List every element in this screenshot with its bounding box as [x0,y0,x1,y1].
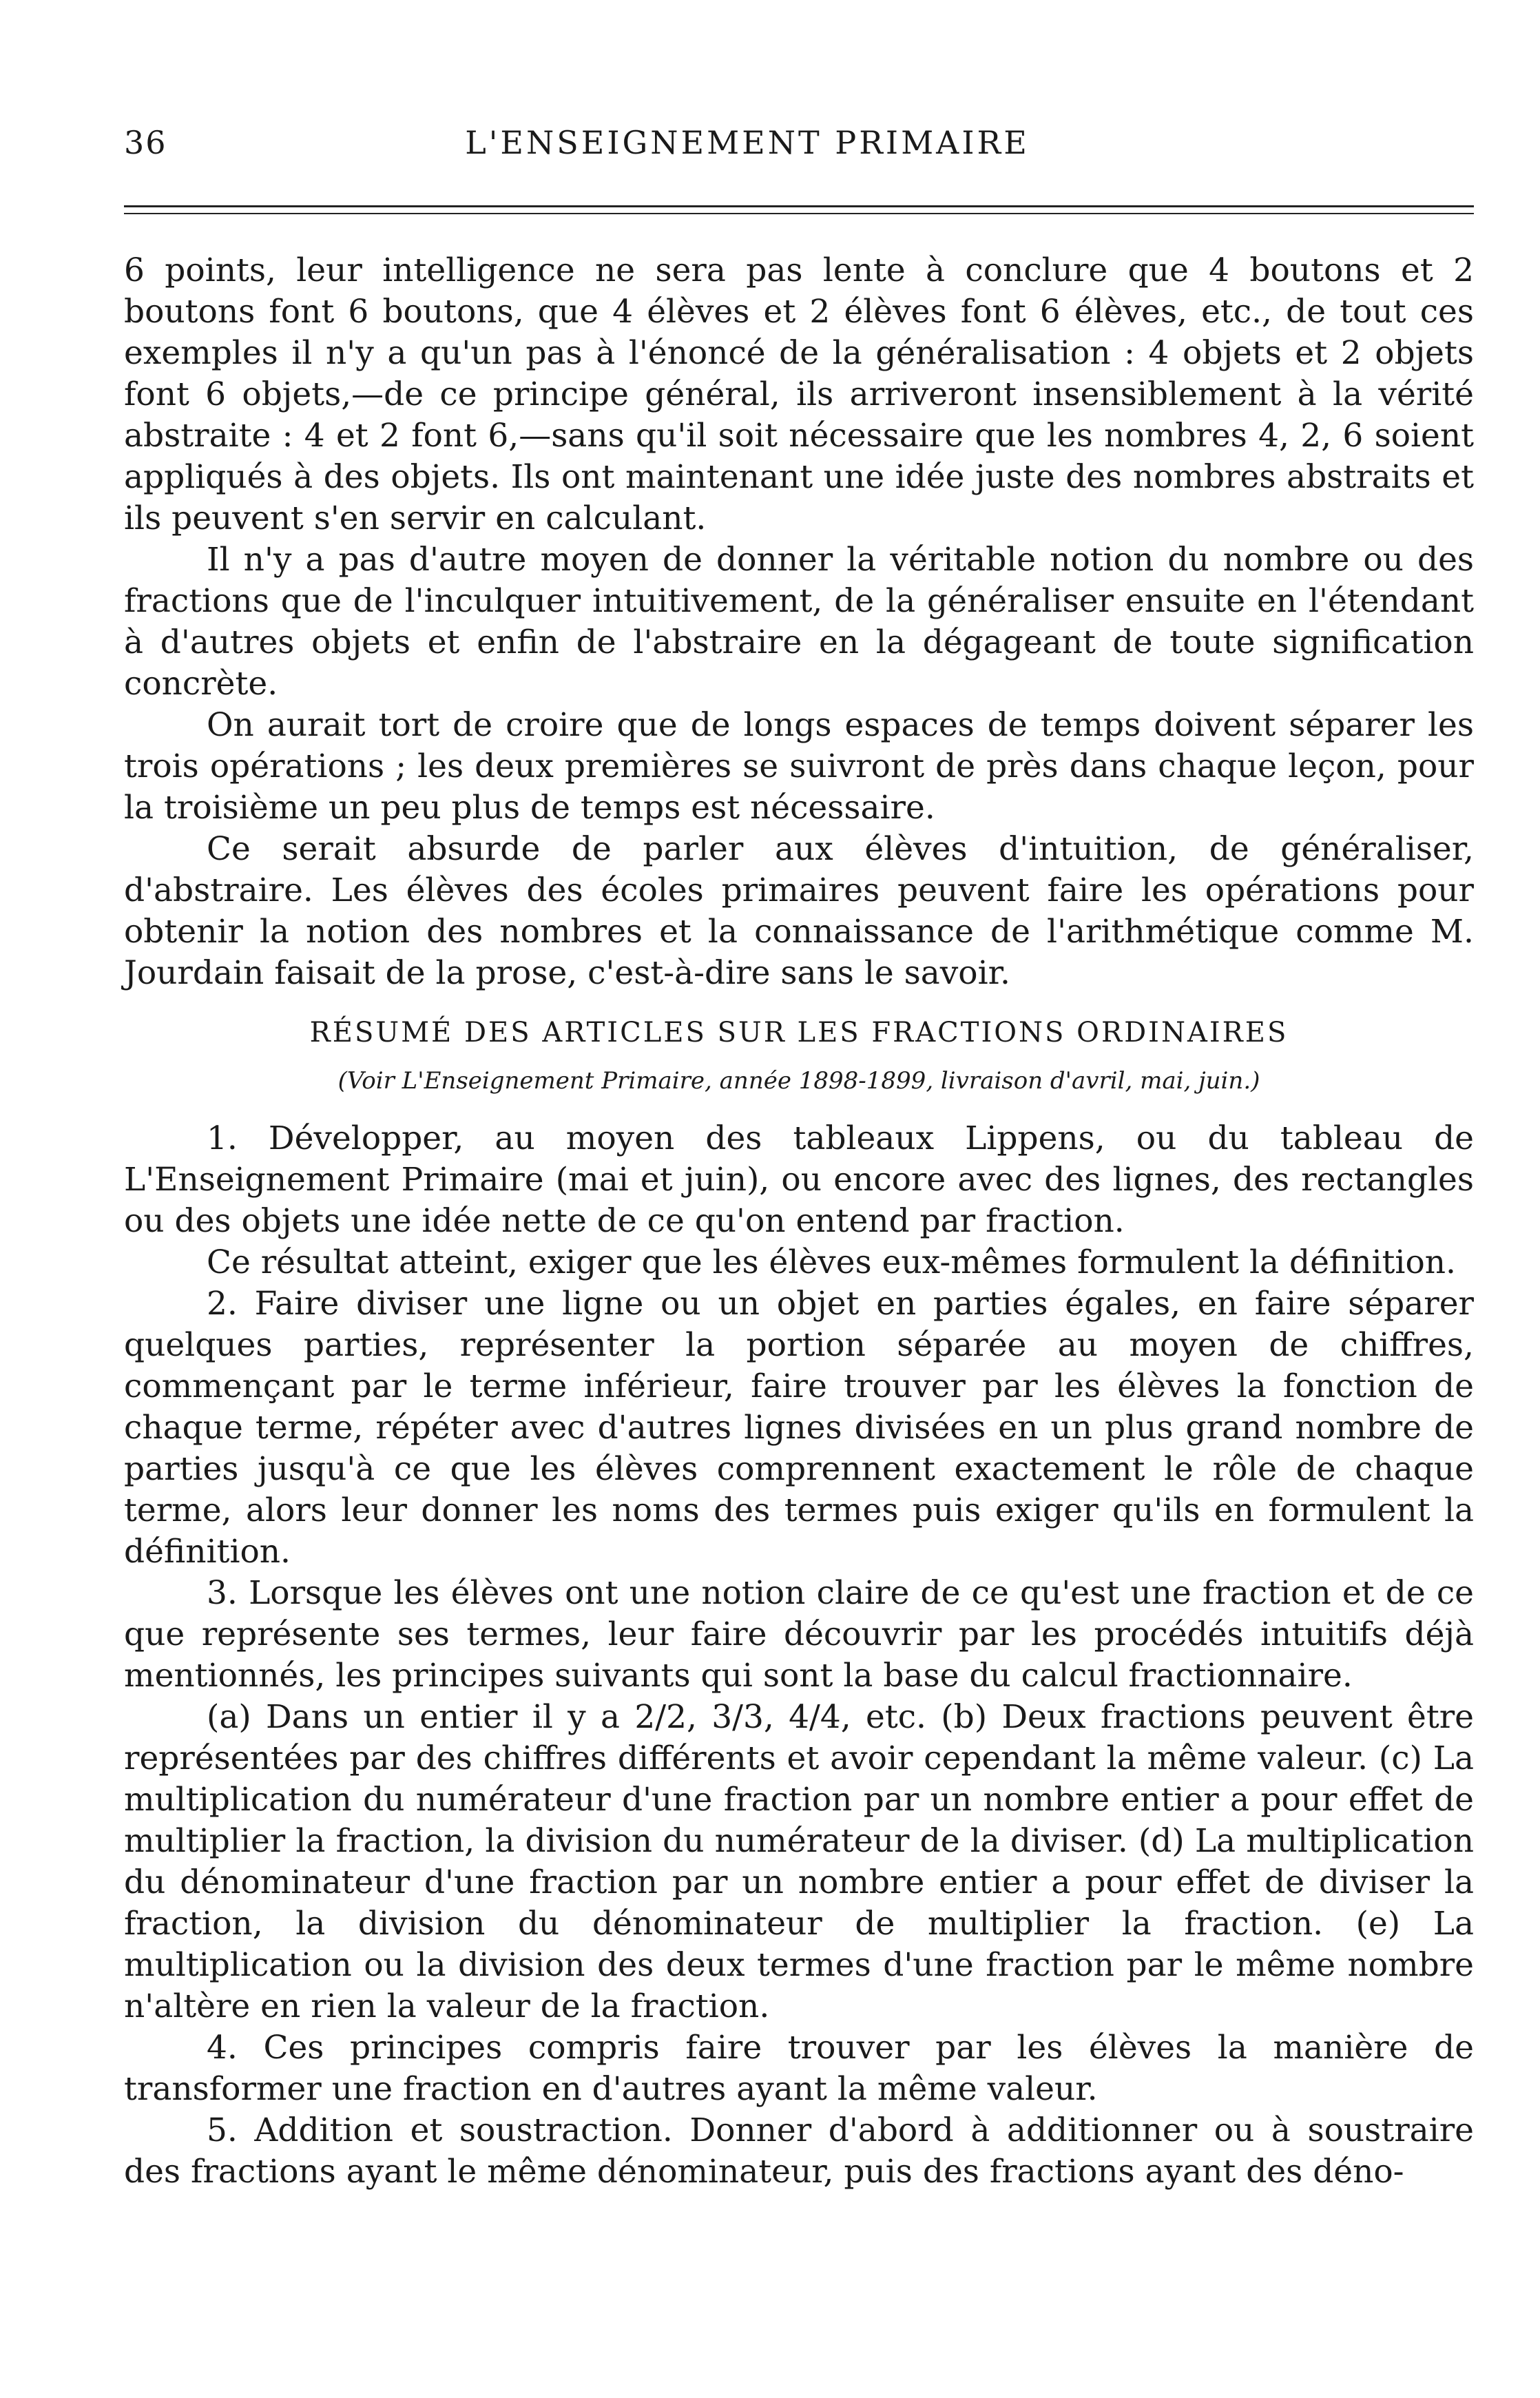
paragraph: 4. Ces principes compris faire trouver par les élèves la manière de transformer une fraction en d'autres ayant la même valeur. [124,2029,1474,2108]
header-rule-thick [124,205,1474,207]
paragraph: (a) Dans un entier il y a 2/2, 3/3, 4/4, etc. (b) Deux fractions peuvent être représentées par des chiffres différents et avoir cependant la même valeur. (c) La multiplication du numérateur d'une fraction par un nombre entier a pour effet de multiplier la fraction, la division du numérateur de la diviser. (d) La multiplication du dénominateur d'une fraction par un nombre entier a pour effet de diviser la fraction, la division du dénominateur de multiplier la fraction. (e) La multiplication ou la division des deux termes d'une fraction par le même nombre n'altère en rien la valeur de la fraction. [124,1698,1474,2025]
paragraph: 1. Développer, au moyen des tableaux Lippens, ou du tableau de L'Enseignement Primaire (mai et juin), ou encore avec des lignes, des rectangles ou des objets une idée nette de ce qu'on entend par fraction. [124,1119,1474,1240]
paragraph: 3. Lorsque les élèves ont une notion claire de ce qu'est une fraction et de ce que représente ses termes, leur faire découvrir par les procédés intuitifs déjà mentionnés, les principes suivants qui sont la base du calcul fractionnaire. [124,1574,1474,1695]
page [124,124,1474,2193]
paragraph: Ce serait absurde de parler aux élèves d'intuition, de généraliser, d'abstraire. Les élèves des écoles primaires peuvent faire les opérations pour obtenir la notion des nombres et la connaissance de l'arithmétique comme M. Jourdain faisait de la prose, c'est-à-dire sans le savoir. [124,830,1474,992]
paragraph: Ce résultat atteint, exiger que les élèves eux-mêmes formulent la définition. [207,1243,1456,1281]
paragraph: 2. Faire diviser une ligne ou un objet en parties égales, en faire séparer quelques parties, représenter la portion séparée au moyen de chiffres, commençant par le terme inférieur, faire trouver par les élèves la fonction de chaque terme, répéter avec d'autres lignes divisées en un plus grand nombre de parties jusqu'à ce que les élèves comprennent exactement le rôle de chaque terme, alors leur donner les noms des termes puis exiger qu'ils en formulent la définition. [124,1285,1474,1571]
body-text [124,250,1474,2193]
section-heading: RÉSUMÉ DES ARTICLES SUR LES FRACTIONS ORDINAIRES [309,1017,1289,1048]
paragraph: On aurait tort de croire que de longs espaces de temps doivent séparer les trois opérations ; les deux premières se suivront de près dans chaque leçon, pour la troisième un peu plus de temps est nécessaire. [124,706,1474,827]
paragraph: Il n'y a pas d'autre moyen de donner la véritable notion du nombre ou des fractions que de l'inculquer intuitivement, de la généraliser ensuite en l'étendant à d'autres objets et enfin de l'abstraire en la dégageant de toute signification concrète. [124,541,1474,703]
page-header [124,124,1474,186]
paragraph: 6 points, leur intelligence ne sera pas lente à conclure que 4 boutons et 2 boutons font 6 boutons, que 4 élèves et 2 élèves font 6 élèves, etc., de tout ces exemples il n'y a qu'un pas à l'énoncé de la généralisation : 4 objets et 2 objets font 6 objets,—de ce principe général, ils arriveront insensiblement à la vérité abstraite : 4 et 2 font 6,—sans qu'il soit nécessaire que les nombres 4, 2, 6 soient appliqués à des objets. Ils ont maintenant une idée juste des nombres abstraits et ils peuvent s'en servir en calculant. [124,251,1474,537]
section-subheading: (Voir L'Enseignement Primaire, année 1898-1899, livraison d'avril, mai, juin.) [337,1067,1260,1095]
running-title: L'ENSEIGNEMENT PRIMAIRE [465,124,1030,161]
page-number: 36 [124,124,167,161]
paragraph: 5. Addition et soustraction. Donner d'abord à additionner ou à soustraire des fractions ayant le même dénominateur, puis des fractions ayant des déno- [124,2111,1474,2191]
header-rule-thin [124,213,1474,214]
